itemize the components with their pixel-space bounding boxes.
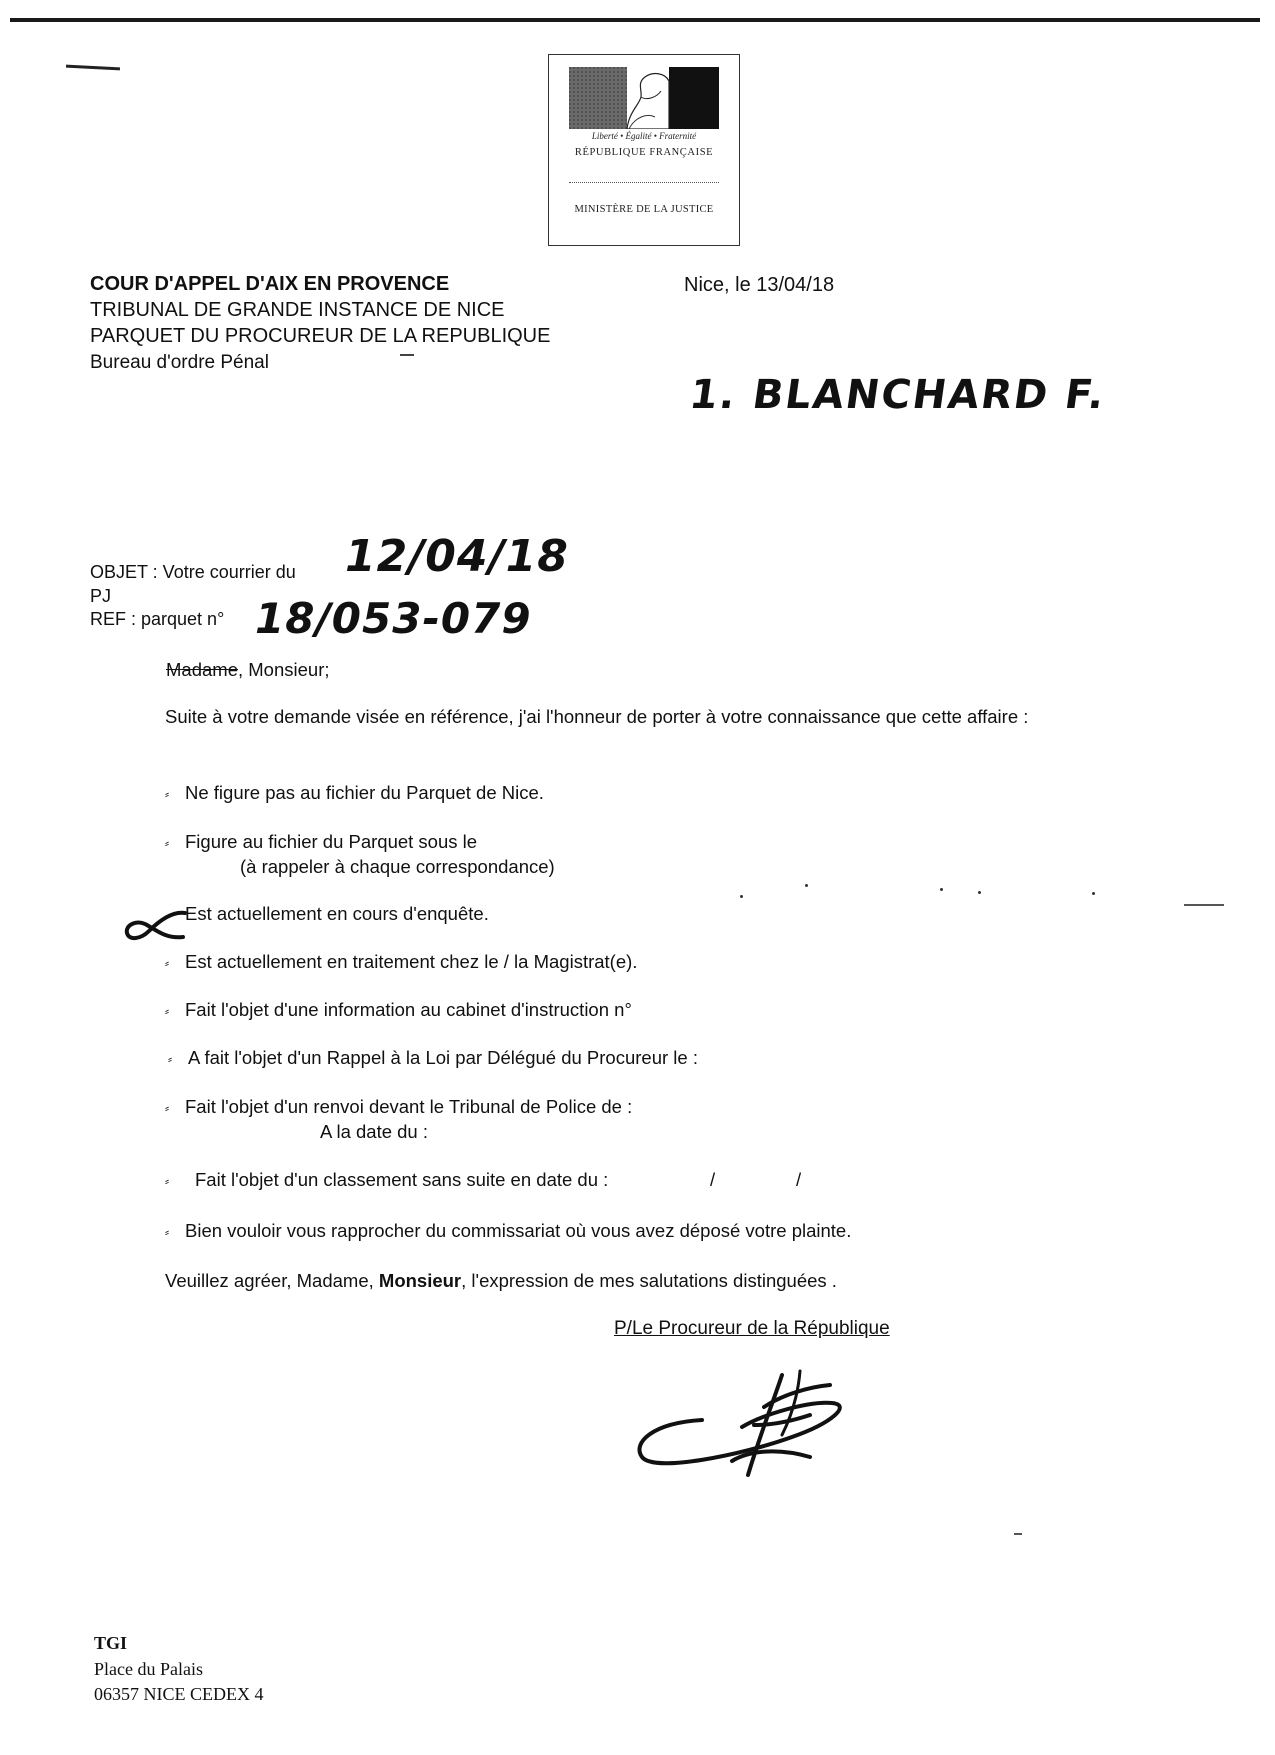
bullet-icon: ⸗ — [165, 956, 169, 971]
date-slash-2: / — [796, 1169, 802, 1190]
option-magistrat: ⸗ Est actuellement en traitement chez le / la Magistrat(e). — [165, 951, 638, 972]
pj-label: PJ — [90, 586, 112, 606]
handwritten-recipient: 1. BLANCHARD F. — [686, 372, 1109, 418]
logo-divider — [569, 182, 719, 183]
option-figure-note: (à rappeler à chaque correspondance) — [240, 856, 555, 877]
signatory-title: P/Le Procureur de la République — [614, 1318, 890, 1339]
top-left-mark — [66, 65, 120, 71]
footer-postcode: 06357 NICE CEDEX 4 — [94, 1684, 264, 1704]
scan-mark — [1184, 904, 1224, 906]
tribunal-name: TRIBUNAL DE GRANDE INSTANCE DE NICE — [90, 299, 505, 321]
footer-address: Place du Palais — [94, 1659, 203, 1679]
marianne-flag-icon — [569, 67, 719, 129]
option-rappel-loi: ⸗ A fait l'objet d'un Rappel à la Loi par Délégué du Procureur le : — [168, 1047, 698, 1068]
ministry-logo — [548, 54, 740, 246]
logo-republique: RÉPUBLIQUE FRANÇAISE — [574, 147, 714, 158]
option-classement: ⸗ Fait l'objet d'un classement sans suite en date du : — [165, 1169, 609, 1190]
handwritten-courrier-date: 12/04/18 — [345, 531, 569, 582]
option-enquete: Est actuellement en cours d'enquête. — [185, 903, 489, 924]
scan-speck — [940, 888, 943, 891]
bullet-icon: ⸗ — [165, 1225, 169, 1240]
court-name: COUR D'APPEL D'AIX EN PROVENCE — [90, 273, 450, 295]
salutation — [166, 659, 330, 681]
parquet-name: PARQUET DU PROCUREUR DE LA REPUBLIQUE — [90, 325, 551, 347]
logo-ministere: MINISTÈRE DE LA JUSTICE — [574, 204, 714, 215]
closing-formula: Veuillez agréer, Madame, Monsieur, l'expression de mes salutations distinguées . — [165, 1270, 837, 1291]
scan-mark — [1014, 1533, 1022, 1535]
objet-label: OBJET : Votre courrier du — [90, 562, 296, 582]
bullet-icon: ⸗ — [165, 836, 169, 851]
option-not-found: ⸗ Ne figure pas au fichier du Parquet de Nice. — [165, 782, 544, 803]
bullet-icon: ⸗ — [165, 1101, 169, 1116]
letter-date: Nice, le 13/04/18 — [684, 274, 835, 296]
option-figure-fichier: ⸗ Figure au fichier du Parquet sous le — [165, 831, 478, 852]
option-renvoi: ⸗ Fait l'objet d'un renvoi devant le Tribunal de Police de : — [165, 1096, 633, 1117]
option-information: ⸗ Fait l'objet d'une information au cabinet d'instruction n° — [165, 999, 632, 1020]
header-mark — [400, 354, 414, 356]
scan-speck — [805, 884, 808, 887]
bullet-icon: ⸗ — [165, 1174, 169, 1189]
struck-madame: Madame — [166, 659, 238, 680]
footer-tgi: TGI — [94, 1633, 128, 1653]
handwritten-check-mark — [123, 905, 189, 945]
scan-speck — [1092, 892, 1095, 895]
bureau-name: Bureau d'ordre Pénal — [90, 352, 269, 373]
bullet-icon: ⸗ — [168, 1052, 172, 1067]
ref-label: REF : parquet n° — [90, 609, 225, 629]
option-commissariat: ⸗ Bien vouloir vous rapprocher du commissariat où vous avez déposé votre plainte. — [165, 1220, 852, 1241]
handwritten-signature — [632, 1365, 862, 1485]
salutation-rest: , Monsieur; — [237, 659, 330, 680]
top-rule — [10, 18, 1260, 22]
scan-speck — [978, 891, 981, 894]
handwritten-parquet-ref: 18/053-079 — [255, 594, 532, 643]
intro-paragraph: Suite à votre demande visée en référence, j'ai l'honneur de porter à votre connaissance que cette affaire : — [165, 706, 1029, 727]
scan-speck — [740, 895, 743, 898]
bullet-icon: ⸗ — [165, 1004, 169, 1019]
date-slash-1: / — [710, 1169, 716, 1190]
bullet-icon: ⸗ — [165, 787, 169, 802]
logo-devise: Liberté • Égalité • Fraternité — [591, 131, 697, 141]
option-renvoi-date: A la date du : — [320, 1121, 429, 1142]
